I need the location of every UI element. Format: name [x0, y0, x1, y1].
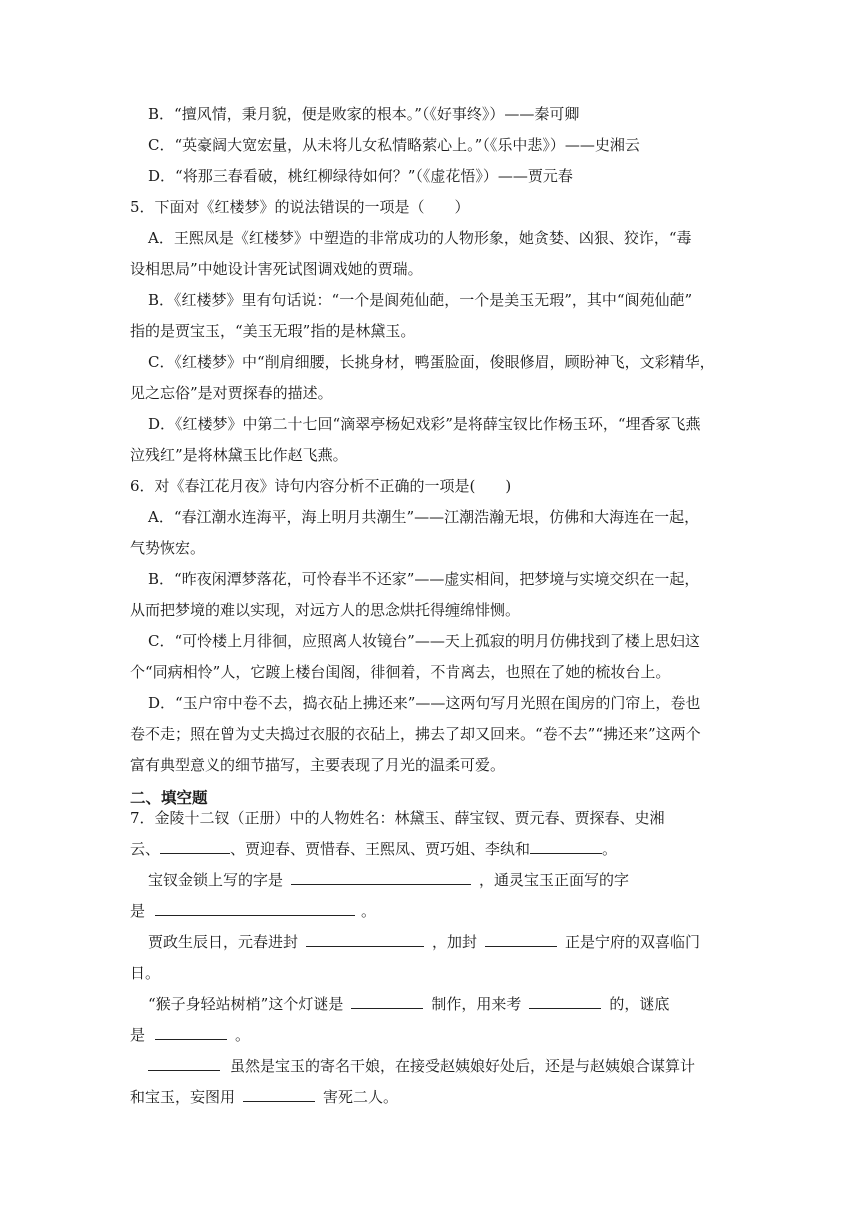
p3-text-a: 贾政生辰日，元春进封 — [148, 933, 299, 951]
q6-option-d-line1: D．“玉户帘中卷不去，捣衣砧上拂还来”——这两句写月光照在闺房的门帘上，卷也 — [148, 694, 701, 712]
q6-option-c-line1: C．“可怜楼上月徘徊，应照离人妆镜台”——天上孤寂的明月仿佛找到了楼上思妇这 — [148, 632, 700, 650]
q7-text-c: 。 — [602, 840, 618, 858]
answer-blank[interactable] — [155, 1025, 227, 1040]
q7-text-b: 、贾迎春、贾惜春、王熙凤、贾巧姐、李纨和 — [230, 840, 531, 858]
answer-blank[interactable] — [351, 994, 423, 1009]
answer-blank[interactable] — [243, 1087, 315, 1102]
answer-blank[interactable] — [485, 932, 557, 947]
p4-text-a: “猴子身轻站树梢”这个灯谜是 — [148, 995, 344, 1013]
p4-text-b: 制作，用来考 — [431, 995, 522, 1013]
fill-para2-line2 — [130, 901, 376, 921]
q6-option-a-line1: A．“春江潮水连海平，海上明月共潮生”——江潮浩瀚无垠，仿佛和大海连在一起， — [148, 508, 700, 526]
answer-blank[interactable] — [148, 1056, 220, 1071]
q5-option-a-line2: 设相思局”中她设计害死试图调戏她的贾瑞。 — [130, 260, 423, 278]
p4-text-c: 的，谜底 — [609, 995, 670, 1013]
fill-para4-line2 — [130, 1025, 250, 1045]
p3-text-b: ，加封 — [432, 933, 478, 951]
fill-para4-line1 — [148, 994, 669, 1014]
section-2-heading: 二、填空题 — [130, 789, 208, 807]
p5-text-b: 和宝玉，妄图用 — [130, 1088, 236, 1106]
q6-option-d-line3: 富有典型意义的细节描写，主要表现了月光的温柔可爱。 — [130, 756, 506, 774]
q4-option-c: C．“英豪阔大宽宏量，从未将儿女私情略萦心上。”（《乐中悲》）——史湘云 — [148, 136, 640, 154]
q5-option-c-line1: C．《红楼梦》中“削肩细腰，长挑身材，鸭蛋脸面，俊眼修眉，顾盼神飞，文彩精华， — [148, 353, 715, 371]
q4-option-d: D．“将那三春看破，桃红柳绿待如何？”（《虚花悟》）——贾元春 — [148, 167, 573, 185]
q5-option-d-line2: 泣残红”是将林黛玉比作赵飞燕。 — [130, 446, 348, 464]
fill-para3-line2: 日。 — [130, 964, 161, 982]
p4-text-e: 。 — [235, 1026, 251, 1044]
answer-blank[interactable] — [155, 901, 355, 916]
p2-text-a: 宝钗金锁上写的字是 — [148, 871, 284, 889]
q6-option-c-line2: 个“同病相怜”人，它踱上楼台闺阁，徘徊着，不肯离去，也照在了她的梳妆台上。 — [130, 663, 671, 681]
q5-option-d-line1: D．《红楼梦》中第二十七回“滴翠亭杨妃戏彩”是将薛宝钗比作杨玉环，“埋香冢飞燕 — [148, 415, 701, 433]
q7-line1: 7．金陵十二钗（正册）中的人物姓名：林黛玉、薛宝钗、贾元春、贾探春、史湘 — [130, 809, 665, 827]
answer-blank[interactable] — [291, 870, 471, 885]
question-6-stem: 6．对《春江花月夜》诗句内容分析不正确的一项是( ) — [130, 477, 512, 495]
q7-text-a: 云、 — [130, 840, 161, 858]
answer-blank[interactable] — [530, 839, 602, 854]
fill-para5-line1 — [148, 1056, 695, 1076]
q5-option-a-line1: A．王熙凤是《红楼梦》中塑造的非常成功的人物形象，她贪婪、凶狠、狡诈，“毒 — [148, 229, 692, 247]
question-5-stem: 5．下面对《红楼梦》的说法错误的一项是（ ） — [130, 198, 470, 216]
answer-blank[interactable] — [306, 932, 424, 947]
p2-text-b: ，通灵宝玉正面写的字 — [479, 871, 630, 889]
fill-para5-line2 — [130, 1087, 398, 1107]
q6-option-b-line2: 从而把梦境的难以实现，对远方人的思念烘托得缠绵悱恻。 — [130, 601, 521, 619]
q5-option-b-line2: 指的是贾宝玉，“美玉无瑕”指的是林黛玉。 — [130, 322, 416, 340]
q5-option-c-line2: 见之忘俗”是对贾探春的描述。 — [130, 384, 333, 402]
q7-line2 — [130, 839, 617, 859]
answer-blank[interactable] — [160, 839, 230, 854]
q6-option-d-line2: 卷不走；照在曾为丈夫捣过衣服的衣砧上，拂去了却又回来。“卷不去”“拂还来”这两个 — [130, 725, 701, 743]
q6-option-a-line2: 气势恢宏。 — [130, 539, 206, 557]
q6-option-b-line1: B．“昨夜闲潭梦落花，可怜春半不还家”——虚实相间，把梦境与实境交织在一起， — [148, 570, 700, 588]
fill-para2-line1 — [148, 870, 629, 890]
p3-text-c: 正是宁府的双喜临门 — [565, 933, 701, 951]
p2-text-d: 。 — [361, 902, 377, 920]
q4-option-b: B．“擅风情，秉月貌，便是败家的根本。”（《好事终》）——秦可卿 — [148, 105, 580, 123]
fill-para3-line1 — [148, 932, 700, 952]
p4-text-d: 是 — [130, 1026, 146, 1044]
q5-option-b-line1: B．《红楼梦》里有句话说：“一个是阆苑仙葩，一个是美玉无瑕”，其中“阆苑仙葩” — [148, 291, 693, 309]
p5-text-c: 害死二人。 — [323, 1088, 399, 1106]
p2-text-c: 是 — [130, 902, 146, 920]
answer-blank[interactable] — [529, 994, 601, 1009]
p5-text-a: 虽然是宝玉的寄名干娘，在接受赵姨娘好处后，还是与赵姨娘合谋算计 — [230, 1057, 696, 1075]
